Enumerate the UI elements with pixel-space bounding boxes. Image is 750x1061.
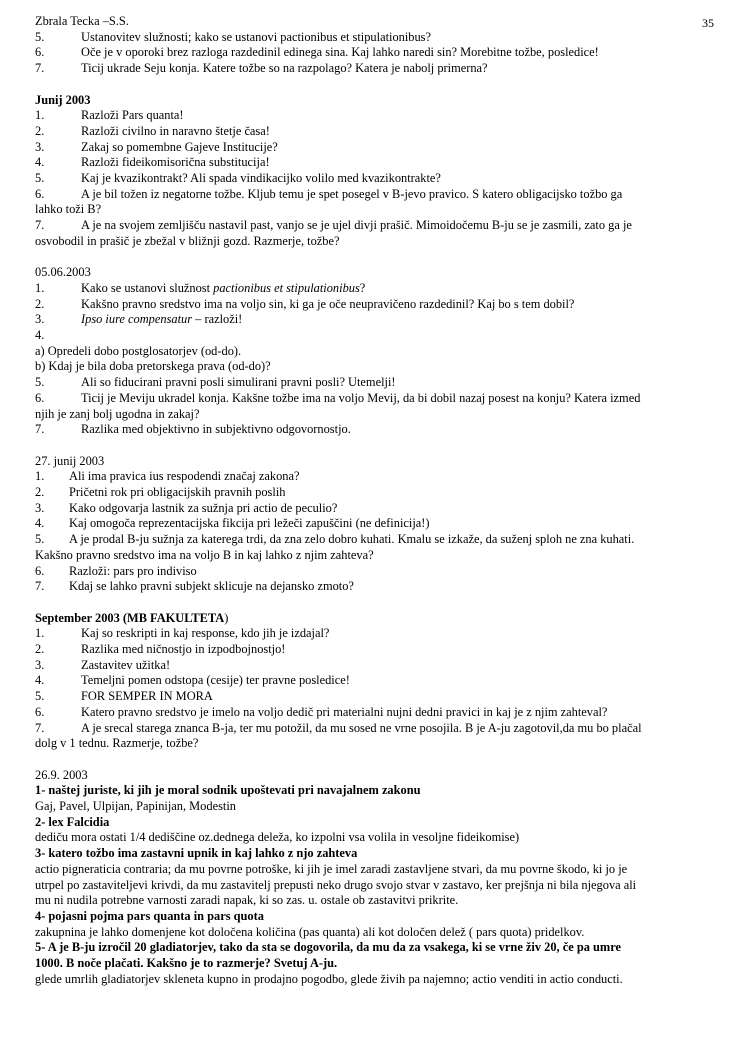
list-item: 5. Ali so fiducirani pravni posli simulirani pravni posli? Utemelji! xyxy=(35,375,396,390)
section-heading: September 2003 (MB FAKULTETA) xyxy=(35,610,229,625)
list-item: 5. Ustanovitev služnosti; kako se ustanovi pactionibus et stipulationibus? xyxy=(35,29,431,44)
question: 1000. B noče plačati. Kakšno je to razmerje? Svetuj A-ju. xyxy=(35,956,338,971)
answer: actio pigneraticia contraria; da mu povrne potroške, ki jih je imel zaradi zastavljene stvari, da mu povrne škodo, ki jo je xyxy=(35,861,628,876)
section-heading: Junij 2003 xyxy=(35,92,91,107)
list-item: 4. Razloži fideikomisorična substitucija! xyxy=(35,155,270,170)
list-item: 7. Razlika med objektivno in subjektivno odgovornostjo. xyxy=(35,422,351,437)
list-item: 3. Kako odgovarja lastnik za sužnja pri actio de peculio? xyxy=(35,500,338,515)
list-item-continuation: lahko toži B? xyxy=(35,202,102,217)
answer: mu ni nudila potrebne varnosti zaradi napak, ki so zas. u. ostale ob zastavitvi prikrite. xyxy=(35,893,459,908)
list-item: b) Kdaj je bila doba pretorskega prava (od-do)? xyxy=(35,359,271,374)
list-item: 3. Ipso iure compensatur – razloži! xyxy=(35,312,243,327)
list-item-continuation: dolg v 1 tednu. Razmerje, tožbe? xyxy=(35,736,199,751)
section-heading: 26.9. 2003 xyxy=(35,767,88,782)
list-item: 6. Ticij je Meviju ukradel konja. Kakšne tožbe ima na voljo Mevij, da bi dobil nazaj posest na konju? Katera izmed xyxy=(35,390,641,405)
list-item: 2. Razloži civilno in naravno štetje časa! xyxy=(35,123,270,138)
list-item: 1. Kaj so reskripti in kaj response, kdo jih je izdajal? xyxy=(35,626,330,641)
list-item: 5. Kaj je kvazikontrakt? Ali spada vindikacijko volilo med kvazikontrakte? xyxy=(35,171,441,186)
answer: utrpel po zastaviteljevi krivdi, da mu zastavitelj prepusti neko drugo svojo stvar v zastavo, ker prejšnja ni bila njegova ali xyxy=(35,877,637,892)
page-number: 35 xyxy=(702,16,714,30)
list-item: a) Opredeli dobo postglosatorjev (od-do). xyxy=(35,343,242,358)
document-header: Zbrala Tecka –S.S. xyxy=(35,14,129,28)
list-item-continuation: njih je zanj bolj ugodna in zakaj? xyxy=(35,406,200,421)
list-item: 6. Oče je v oporoki brez razloga razdedinil edinega sina. Kaj lahko naredi sin? Morebitne tožbe, posledice! xyxy=(35,45,599,60)
answer: dediču mora ostati 1/4 dediščine oz.dednega deleža, ko izpolni vsa volila in vesoljne fideikomise) xyxy=(35,830,520,845)
question: 5- A je B-ju izročil 20 gladiatorjev, tako da sta se dogovorila, da mu da za vsakega, ki se vrne živ 20, če pa umre xyxy=(35,940,621,955)
question: 4- pojasni pojma pars quanta in pars quota xyxy=(35,909,264,923)
list-item: 4. Temeljni pomen odstopa (cesije) ter pravne posledice! xyxy=(35,673,350,688)
list-item-continuation: Kakšno pravno sredstvo ima na voljo B in kaj lahko z njim zahteva? xyxy=(35,547,374,562)
list-item-continuation: osvobodil in prašič je zbežal v bližnji gozd. Razmerje, tožbe? xyxy=(35,233,340,248)
list-item: 6. Katero pravno sredstvo je imelo na voljo dedič pri materialni nujni dedni pravici in kaj je z njim zahteval? xyxy=(35,704,608,719)
list-item: 2. Kakšno pravno sredstvo ima na voljo sin, ki ga je oče neupravičeno razdedinil? Kaj bo s tem dobil? xyxy=(35,296,575,311)
list-item: 2. Pričetni rok pri obligacijskih pravnih poslih xyxy=(35,485,286,500)
list-item: 7. A je na svojem zemljišču nastavil past, vanjo se je ujel divji prašič. Mimoidočemu B-ju se je zasmili, zato ga je xyxy=(35,218,632,233)
list-item: 7. Ticij ukrade Seju konja. Katere tožbe so na razpolago? Katera je nabolj primerna? xyxy=(35,61,488,76)
question: 2- lex Falcidia xyxy=(35,814,110,829)
question: 3- katero tožbo ima zastavni upnik in kaj lahko z njo zahteva xyxy=(35,846,358,861)
list-item: 3. Zastavitev užitka! xyxy=(35,657,171,672)
list-item: 5. FOR SEMPER IN MORA xyxy=(35,689,213,704)
list-item: 1. Razloži Pars quanta! xyxy=(35,108,184,123)
section-heading: 05.06.2003 xyxy=(35,265,91,280)
list-item: 6. Razloži: pars pro indiviso xyxy=(35,563,197,578)
list-item: 2. Razlika med ničnostjo in izpodbojnostjo! xyxy=(35,642,286,657)
list-item: 4. xyxy=(35,328,45,343)
answer: zakupnina je lahko domenjene kot določena količina (pas quanta) ali kot določen delež ( pars quota) pridelkov. xyxy=(35,924,585,939)
list-item: 6. A je bil tožen iz negatorne tožbe. Kljub temu je spet posegel v B-jevo pravico. S katero obligacijsko tožbo ga xyxy=(35,186,623,201)
answer: Gaj, Pavel, Ulpijan, Papinijan, Modestin xyxy=(35,799,236,814)
list-item: 3. Zakaj so pomembne Gajeve Institucije? xyxy=(35,139,278,154)
list-item: 1. Kako se ustanovi služnost pactionibus et stipulationibus? xyxy=(35,280,366,295)
document-page xyxy=(35,14,715,988)
section-heading: 27. junij 2003 xyxy=(35,453,105,468)
list-item: 1. Ali ima pravica ius respodendi značaj zakona? xyxy=(35,469,300,484)
list-item: 4. Kaj omogoča reprezentacijska fikcija pri ležeči zapuščini (ne definicija!) xyxy=(35,516,430,531)
question: 1- naštej juriste, ki jih je moral sodnik upoštevati pri navajalnem zakonu xyxy=(35,783,421,798)
list-item: 5. A je prodal B-ju sužnja za katerega trdi, da zna zelo dobro kuhati. Kmalu se izkaže, da suženj sploh ne zna kuhati. xyxy=(35,532,635,547)
list-item: 7. Kdaj se lahko pravni subjekt sklicuje na dejansko zmoto? xyxy=(35,579,354,594)
answer: glede umrlih gladiatorjev skleneta kupno in prodajno pogodbo, glede živih pa najemno; actio venditi in actio conducti. xyxy=(35,971,623,986)
list-item: 7. A je srecal starega znanca B-ja, ter mu potožil, da mu sosed ne vrne posojila. B je A-ju zagotovil,da mu bo plačal xyxy=(35,720,642,735)
